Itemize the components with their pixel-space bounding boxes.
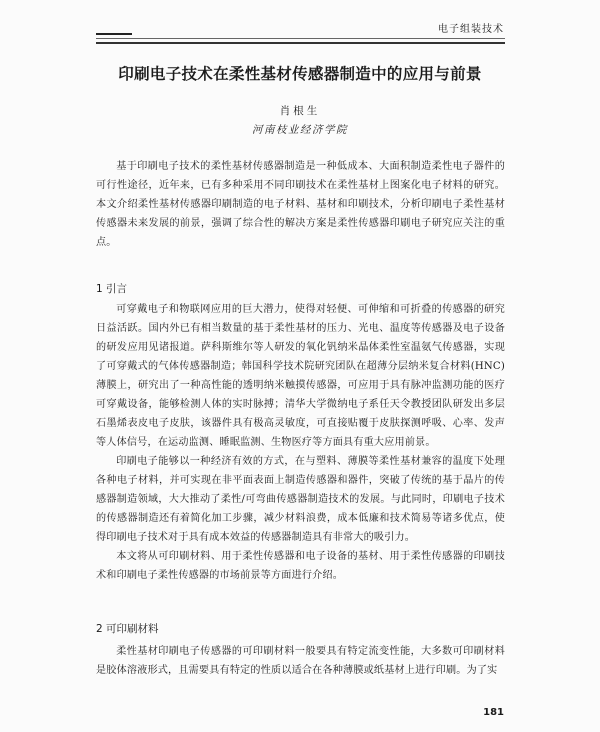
section-heading-materials: 2 可印刷材料 [96,623,159,635]
section-heading-intro: 1 引言 [96,283,128,295]
article-title: 印刷电子技术在柔性基材传感器制造中的应用与前景 [118,65,482,83]
running-head: 电子组装技术 [438,24,504,35]
abstract [96,157,505,252]
header-left-mark [96,33,132,35]
header-rule-thick [96,42,505,44]
paragraph: 本文将从可印刷材料、用于柔性传感器和电子设备的基材、用于柔性传感器的印刷技术和印刷电子柔性传感器的市场前景等方面进行介绍。 [96,551,505,581]
article-affiliation: 河南枝业经济学院 [252,124,348,136]
page-number: 181 [483,707,504,718]
abstract-text: 基于印刷电子技术的柔性基材传感器制造是一种低成本、大面积制造柔性电子器件的可行性途径，近年来，已有多种采用不同印刷技术在柔性基材上图案化电子材料的研究。本文介绍柔性基材传感器印刷制造的电子材料、基材和印刷技术，分析印刷电子柔性基材传感器未来发展的前景，强调了综合性的解决方案是柔性传感器印刷电子研究应关注的重点。 [96,161,505,248]
paragraph: 可穿戴电子和物联网应用的巨大潜力，使得对轻便、可伸缩和可折叠的传感器的研究日益活跃。国内外已有相当数量的基于柔性基材的压力、光电、温度等传感器及电子设备的研发应用见诸报道。萨科斯维尔等人研发的氧化钒纳米晶体柔性室温氨气传感器，实现了可穿戴式的气体传感器制造；韩国科学技术院研究团队在超薄分层纳米复合材料(HNC)薄膜上，研究出了一种高性能的透明纳米触摸传感器，可应用于具有脉冲监测功能的医疗可穿戴设备，能够检测人体的实时脉搏；清华大学微纳电子系任天令教授团队研发出多层石墨烯表皮电子皮肤，该器件具有极高灵敏度，可直接贴覆于皮肤探测呼吸、心率、发声等人体信号，在运动监测、睡眠监测、生物医疗等方面具有重大应用前景。 [96,304,505,448]
section-intro-body [96,300,505,585]
section-materials-body [96,642,505,680]
paragraph: 印刷电子能够以一种经济有效的方式，在与塑料、薄膜等柔性基材兼容的温度下处理各种电子材料，并可实现在非平面表面上制造传感器和器件，突破了传统的基于晶片的传感器制造领域，大大推动了柔性/可弯曲传感器制造技术的发展。与此同时，印刷电子技术的传感器制造还有着简化加工步骤，减少材料浪费，成本低廉和技术简易等诸多优点，使得印刷电子技术对于具有成本效益的传感器制造具有非常大的吸引力。 [96,456,505,543]
paragraph: 柔性基材印刷电子传感器的可印刷材料一般要具有特定流变性能，大多数可印刷材料是胶体溶液形式，且需要具有特定的性质以适合在各种薄膜或纸基材上进行印刷。为了实 [96,646,505,676]
header-rule-thin [96,38,505,39]
article-author: 肖根生 [279,105,321,117]
